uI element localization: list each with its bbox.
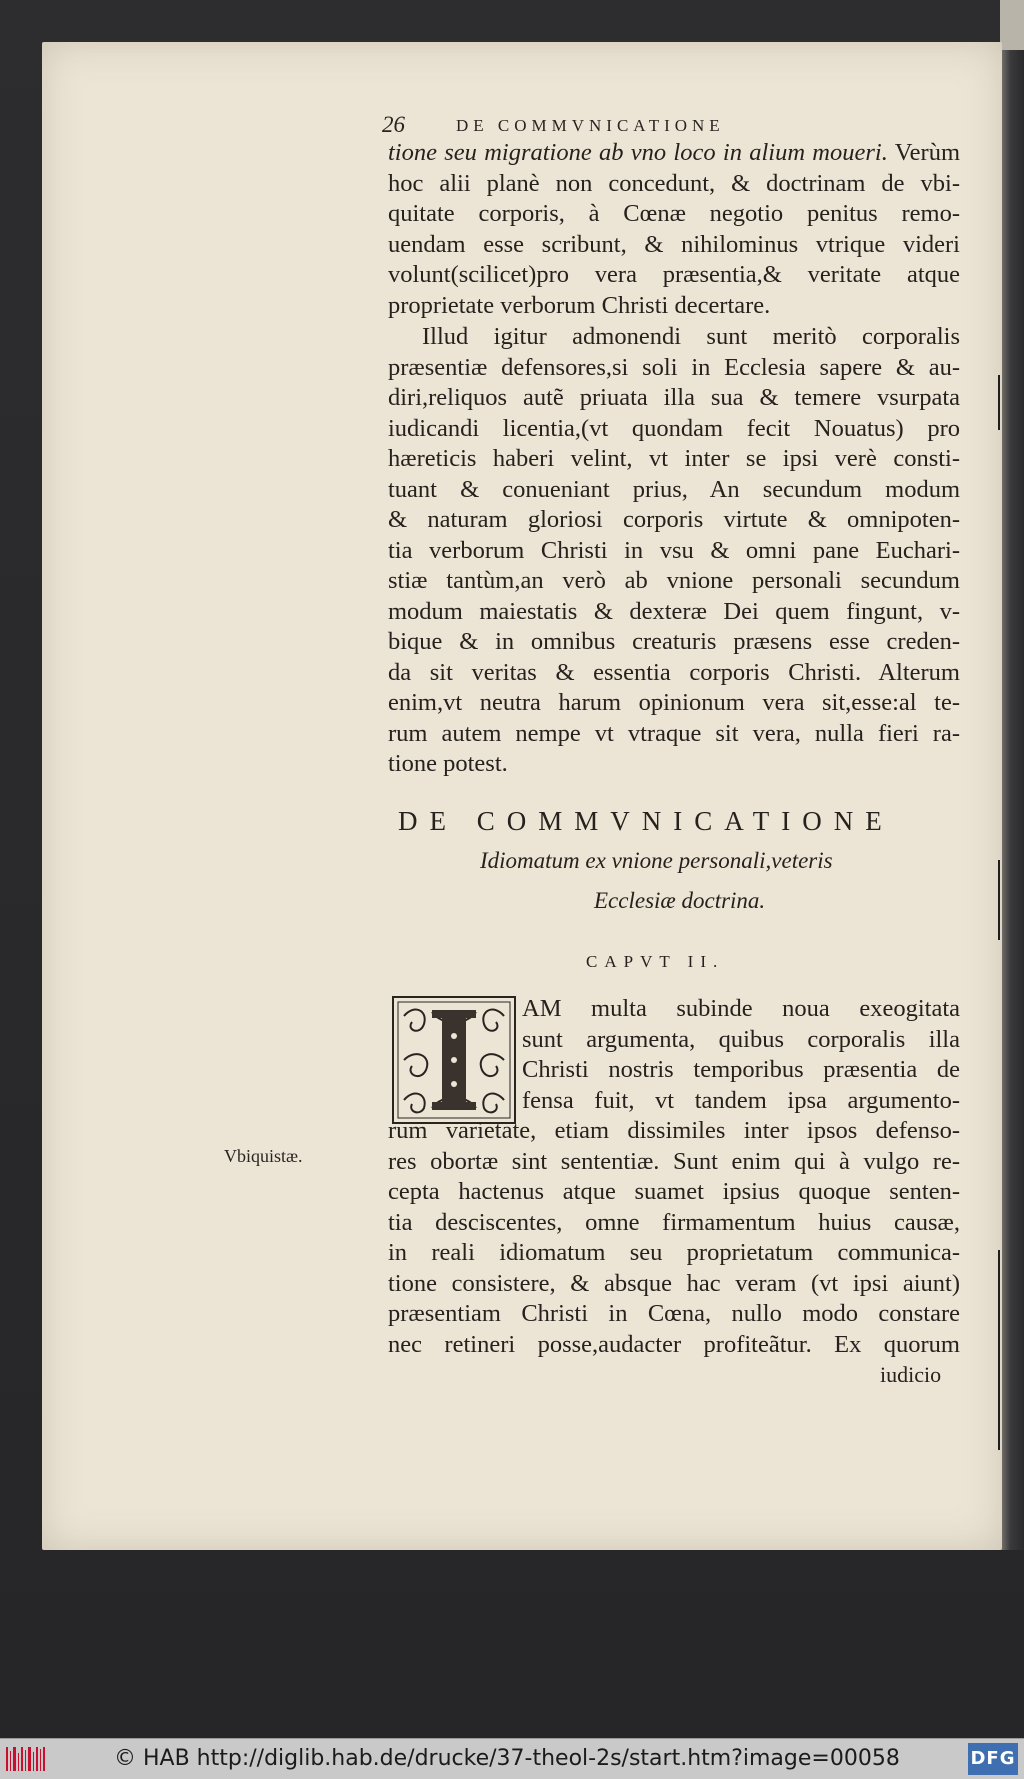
text-line: stiæ tantùm,an verò ab vnione personali secundum bbox=[388, 567, 960, 594]
text-line: rum autem nempe vt vtraque sit vera, nulla fieri ra- bbox=[388, 719, 960, 747]
running-head: DE COMMVNICATIONE bbox=[456, 116, 725, 135]
text-line: diri,reliquos autẽ priuata illa sua & temere vsurpata bbox=[388, 384, 960, 411]
text-line: nec retineri posse,audacter profiteãtur. Ex quorum bbox=[388, 1330, 960, 1358]
text-line: proprietate verborum Christi decertare. bbox=[388, 291, 771, 319]
text-line: tione consistere, & absque hac veram (vt ipsi aiunt) bbox=[388, 1269, 960, 1297]
text-line: hæreticis haberi velint, vt inter se ipsi verè consti- bbox=[388, 445, 960, 472]
edge-mark bbox=[998, 375, 1000, 430]
page-number: 26 bbox=[382, 112, 405, 137]
copyright-url[interactable]: © HAB http://diglib.hab.de/drucke/37-theol-2s/start.htm?image=00058 bbox=[114, 1746, 900, 1771]
edge-mark bbox=[998, 1250, 1000, 1450]
text-line: hoc alii planè non concedunt, & doctrinam de vbi- bbox=[388, 169, 960, 197]
text-line: iudicandi licentia,(vt quondam fecit Nouatus) pro bbox=[388, 414, 960, 442]
text-line: fensa fuit, vt tandem ipsa argumento- bbox=[522, 1086, 960, 1114]
text-line: tuant & conueniant prius, An secundum modum bbox=[388, 475, 960, 503]
margin-note: Vbiquistæ. bbox=[224, 1146, 303, 1166]
text-line: præsentiæ defensores,si soli in Ecclesia sapere & au- bbox=[388, 353, 960, 381]
text-line: res obortæ sint sententiæ. Sunt enim qui à vulgo re- bbox=[388, 1147, 960, 1175]
text-line: & naturam gloriosi corporis virtute & omnipoten- bbox=[388, 506, 960, 533]
paragraph-3 bbox=[388, 994, 960, 1360]
edge-mark bbox=[998, 860, 1000, 940]
text-line: modum maiestatis & dexteræ Dei quem fingunt, v- bbox=[388, 597, 960, 625]
chapter-heading: CAPVT II. bbox=[586, 952, 725, 971]
text-line: sunt argumenta, quibus corporalis illa bbox=[522, 1025, 960, 1053]
paragraph-2 bbox=[388, 322, 960, 780]
text-line: bique & in omnibus creaturis præsens esse creden- bbox=[388, 628, 960, 655]
text-line: Illud igitur admonendi sunt meritò corporalis bbox=[422, 323, 960, 350]
viewer-footer bbox=[0, 1738, 1024, 1779]
barcode-logo-icon bbox=[6, 1745, 46, 1773]
text-line: tia desciscentes, omne firmamentum huius causæ, bbox=[388, 1208, 960, 1236]
paragraph-1 bbox=[388, 138, 960, 321]
catchword: iudicio bbox=[880, 1362, 942, 1387]
italic-phrase: tione seu migratione ab vno loco in alium moueri. bbox=[388, 139, 888, 166]
text-line: Christi nostris temporibus præsentia de bbox=[522, 1056, 960, 1083]
text-line: præsentiam Christi in Cœna, nullo modo constare bbox=[388, 1300, 960, 1327]
text-line: tione seu migratione ab vno loco in alium moueri. Verùm bbox=[388, 139, 961, 166]
text-line: AM multa subinde noua exeogitata bbox=[522, 995, 960, 1022]
section-subtitle: Ecclesiæ doctrina. bbox=[594, 888, 766, 913]
text-line: tia verborum Christi in vsu & omni pane Euchari- bbox=[388, 536, 960, 564]
text-line: tione potest. bbox=[388, 750, 508, 777]
text-line: cepta hactenus atque suamet ipsius quoque senten- bbox=[388, 1178, 960, 1205]
text-line: volunt(scilicet)pro vera præsentia,& veritate atque bbox=[388, 261, 960, 288]
text-line: in reali idiomatum seu proprietatum communica- bbox=[388, 1239, 960, 1266]
text-line: quitate corporis, à Cœnæ negotio penitus remo- bbox=[388, 200, 960, 227]
text-line: uendam esse scribunt, & nihilominus vtrique videri bbox=[388, 230, 960, 258]
text-line: rum varietate, etiam dissimiles inter ipsos defenso- bbox=[388, 1117, 960, 1144]
binding-tab bbox=[1000, 0, 1024, 52]
dfg-logo: DFG bbox=[968, 1743, 1018, 1775]
section-title: DE COMMVNICATIONE bbox=[398, 806, 894, 836]
text-line: da sit veritas & essentia corporis Christi. Alterum bbox=[388, 658, 960, 686]
text-line: enim,vt neutra harum opinionum vera sit,esse:al te- bbox=[388, 689, 960, 716]
section-subtitle: Idiomatum ex vnione personali,veteris bbox=[480, 848, 833, 873]
